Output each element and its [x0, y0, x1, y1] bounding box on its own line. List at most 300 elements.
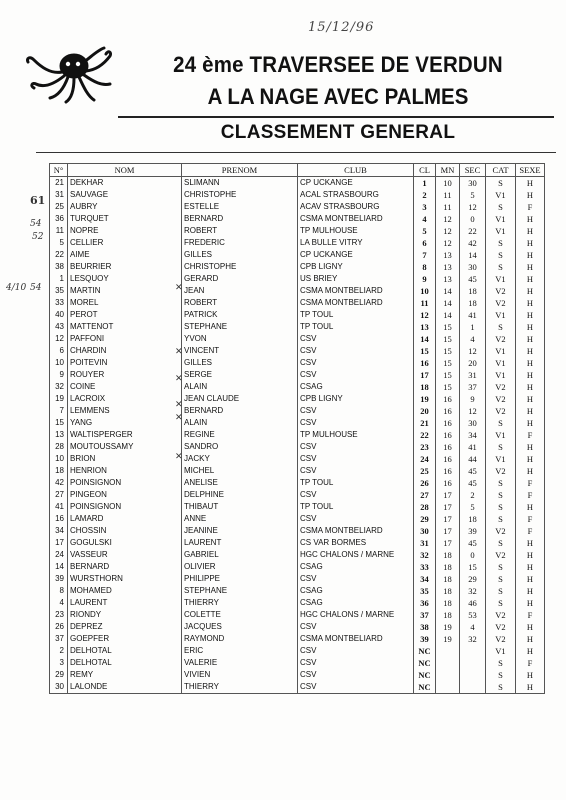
cell-nom: REMY — [68, 669, 182, 681]
cell-cat: V1 — [486, 357, 516, 369]
table-row — [50, 237, 545, 249]
cell-sexe: H — [516, 393, 545, 405]
cell-n: 16 — [50, 513, 68, 525]
cell-cat: S — [486, 561, 516, 573]
cell-n: 26 — [50, 621, 68, 633]
cell-sexe: F — [516, 657, 545, 669]
cell-cat: V2 — [486, 525, 516, 537]
cell-nom: DELHOTAL — [68, 645, 182, 657]
cell-sexe: H — [516, 273, 545, 285]
cell-prenom: RAYMOND — [182, 633, 298, 645]
cell-prenom: VIVIEN — [182, 669, 298, 681]
cell-nom: DEKHAR — [68, 177, 182, 190]
cell-cl: 36 — [414, 597, 436, 609]
cell-sec: 12 — [460, 345, 486, 357]
cell-mn: 16 — [436, 453, 460, 465]
cell-nom: WALTISPERGER — [68, 429, 182, 441]
cell-mn: 14 — [436, 309, 460, 321]
cell-sexe: H — [516, 441, 545, 453]
cell-prenom: OLIVIER — [182, 561, 298, 573]
cell-cl: 8 — [414, 261, 436, 273]
cell-mn: 18 — [436, 549, 460, 561]
cell-cat: V1 — [486, 189, 516, 201]
cell-club: CSAG — [298, 561, 414, 573]
table-row — [50, 285, 545, 297]
cell-cat: V2 — [486, 621, 516, 633]
cell-sexe: H — [516, 249, 545, 261]
check-mark-poitevin: ✕ — [175, 374, 183, 384]
cell-prenom: COLETTE — [182, 609, 298, 621]
table-row — [50, 297, 545, 309]
table-row — [50, 465, 545, 477]
cell-cl: 38 — [414, 621, 436, 633]
cell-sexe: H — [516, 297, 545, 309]
cell-sexe: H — [516, 333, 545, 345]
cell-mn: 16 — [436, 465, 460, 477]
cell-prenom: ESTELLE — [182, 201, 298, 213]
cell-n: 37 — [50, 633, 68, 645]
cell-nom: MOHAMED — [68, 585, 182, 597]
cell-sec: 1 — [460, 321, 486, 333]
cell-n: 13 — [50, 429, 68, 441]
cell-sexe: H — [516, 237, 545, 249]
cell-sec: 0 — [460, 549, 486, 561]
table-row — [50, 597, 545, 609]
cell-nom: PAFFONI — [68, 333, 182, 345]
cell-prenom: JEAN CLAUDE — [182, 393, 298, 405]
cell-cl: 14 — [414, 333, 436, 345]
check-mark-paffoni: ✕ — [175, 347, 183, 357]
margin-note-sauvage: 61 — [30, 194, 46, 207]
cell-club: CSV — [298, 369, 414, 381]
cell-sec: 2 — [460, 489, 486, 501]
col-header-cl: CL — [414, 164, 436, 177]
cell-sexe: H — [516, 669, 545, 681]
cell-cl: 5 — [414, 225, 436, 237]
cell-mn: 11 — [436, 201, 460, 213]
subtitle: CLASSEMENT GENERAL — [220, 122, 456, 143]
cell-prenom: MICHEL — [182, 465, 298, 477]
cell-mn: 12 — [436, 225, 460, 237]
margin-note-lesquoy-a: 4/10 — [6, 283, 27, 293]
cell-prenom: PATRICK — [182, 309, 298, 321]
cell-sexe: H — [516, 597, 545, 609]
cell-sec: 0 — [460, 213, 486, 225]
cell-sexe: H — [516, 345, 545, 357]
cell-club: CPB LIGNY — [298, 393, 414, 405]
cell-cl: 34 — [414, 573, 436, 585]
handwritten-date: 15/12/96 — [308, 20, 375, 35]
cell-prenom: REGINE — [182, 429, 298, 441]
margin-note-turquet: 54 — [30, 219, 42, 229]
cell-mn: 18 — [436, 597, 460, 609]
cell-cat: S — [486, 417, 516, 429]
cell-mn: 11 — [436, 189, 460, 201]
cell-prenom: GABRIEL — [182, 549, 298, 561]
cell-club: HGC CHALONS / MARNE — [298, 549, 414, 561]
table-row — [50, 321, 545, 333]
table-row — [50, 333, 545, 345]
cell-n: 14 — [50, 561, 68, 573]
cell-prenom: SLIMANN — [182, 177, 298, 190]
table-row — [50, 189, 545, 201]
cell-sec: 30 — [460, 177, 486, 190]
cell-n: 8 — [50, 585, 68, 597]
header-row — [50, 164, 545, 177]
cell-mn — [436, 657, 460, 669]
cell-mn: 17 — [436, 501, 460, 513]
cell-n: 7 — [50, 405, 68, 417]
cell-cl: 16 — [414, 357, 436, 369]
cell-prenom: JEANINE — [182, 525, 298, 537]
cell-cl: 30 — [414, 525, 436, 537]
cell-prenom: THIERRY — [182, 681, 298, 694]
cell-nom: PEROT — [68, 309, 182, 321]
cell-n: 17 — [50, 537, 68, 549]
cell-cl: 39 — [414, 633, 436, 645]
table-row — [50, 357, 545, 369]
cell-nom: POINSIGNON — [68, 501, 182, 513]
cell-nom: BERNARD — [68, 561, 182, 573]
cell-club: TP TOUL — [298, 477, 414, 489]
cell-cat: S — [486, 585, 516, 597]
cell-club: CSV — [298, 513, 414, 525]
cell-cl: 32 — [414, 549, 436, 561]
cell-mn — [436, 669, 460, 681]
cell-club: CSV — [298, 489, 414, 501]
cell-n: 38 — [50, 261, 68, 273]
table-row — [50, 477, 545, 489]
cell-nom: POITEVIN — [68, 357, 182, 369]
table-row — [50, 549, 545, 561]
cell-prenom: ALAIN — [182, 381, 298, 393]
cell-cl: 24 — [414, 453, 436, 465]
cell-nom: VASSEUR — [68, 549, 182, 561]
cell-club: CSV — [298, 681, 414, 694]
cell-sexe: H — [516, 573, 545, 585]
cell-cat: S — [486, 249, 516, 261]
cell-sexe: H — [516, 537, 545, 549]
cell-sexe: H — [516, 549, 545, 561]
cell-club: CSV — [298, 405, 414, 417]
cell-mn: 15 — [436, 369, 460, 381]
cell-n: 11 — [50, 225, 68, 237]
cell-cl: 9 — [414, 273, 436, 285]
cell-sexe: F — [516, 489, 545, 501]
table-row — [50, 417, 545, 429]
cell-club: CSV — [298, 645, 414, 657]
cell-sec: 53 — [460, 609, 486, 621]
cell-nom: LEMMENS — [68, 405, 182, 417]
cell-sec: 45 — [460, 537, 486, 549]
table-row — [50, 657, 545, 669]
cell-sexe: H — [516, 261, 545, 273]
cell-nom: PINGEON — [68, 489, 182, 501]
cell-cl: 28 — [414, 501, 436, 513]
cell-sec: 32 — [460, 585, 486, 597]
cell-sec: 18 — [460, 297, 486, 309]
cell-cat: V1 — [486, 429, 516, 441]
cell-cat: S — [486, 489, 516, 501]
table-row — [50, 429, 545, 441]
cell-cl: 35 — [414, 585, 436, 597]
cell-sexe: H — [516, 501, 545, 513]
cell-cat: V1 — [486, 273, 516, 285]
check-mark-coine: ✕ — [175, 400, 183, 410]
cell-mn: 12 — [436, 237, 460, 249]
cell-cat: V1 — [486, 225, 516, 237]
cell-cl: NC — [414, 669, 436, 681]
cell-sec: 5 — [460, 501, 486, 513]
cell-cat: V2 — [486, 633, 516, 645]
cell-mn: 18 — [436, 609, 460, 621]
table-row — [50, 201, 545, 213]
cell-sec: 9 — [460, 393, 486, 405]
cell-prenom: ALAIN — [182, 417, 298, 429]
cell-cat: S — [486, 597, 516, 609]
cell-mn: 16 — [436, 393, 460, 405]
table-row — [50, 501, 545, 513]
cell-cl: 25 — [414, 465, 436, 477]
cell-n: 28 — [50, 441, 68, 453]
cell-sexe: H — [516, 309, 545, 321]
cell-sexe: F — [516, 429, 545, 441]
cell-n: 2 — [50, 645, 68, 657]
cell-nom: MATTENOT — [68, 321, 182, 333]
cell-club: CSMA MONTBELIARD — [298, 633, 414, 645]
cell-cl: 15 — [414, 345, 436, 357]
table-row — [50, 621, 545, 633]
subtitle-rule — [36, 152, 556, 153]
cell-prenom: LAURENT — [182, 537, 298, 549]
cell-cat: V1 — [486, 453, 516, 465]
cell-cat: V2 — [486, 549, 516, 561]
results-body — [50, 177, 545, 694]
cell-n: 21 — [50, 177, 68, 190]
cell-n: 22 — [50, 249, 68, 261]
cell-n: 4 — [50, 597, 68, 609]
table-row — [50, 273, 545, 285]
cell-sec — [460, 645, 486, 657]
check-mark-waltisperger: ✕ — [175, 452, 183, 462]
cell-mn: 16 — [436, 405, 460, 417]
table-row — [50, 561, 545, 573]
cell-mn: 13 — [436, 249, 460, 261]
cell-prenom: JACQUES — [182, 621, 298, 633]
cell-club: CSV — [298, 333, 414, 345]
cell-prenom: CHRISTOPHE — [182, 261, 298, 273]
cell-mn — [436, 645, 460, 657]
cell-cl: 27 — [414, 489, 436, 501]
cell-cat: V1 — [486, 213, 516, 225]
cell-prenom: BERNARD — [182, 213, 298, 225]
cell-mn: 12 — [436, 213, 460, 225]
cell-club: CS VAR BORMES — [298, 537, 414, 549]
cell-cl: 18 — [414, 381, 436, 393]
cell-club: CSV — [298, 465, 414, 477]
table-row — [50, 645, 545, 657]
cell-club: TP MULHOUSE — [298, 225, 414, 237]
cell-mn: 17 — [436, 489, 460, 501]
cell-mn: 14 — [436, 297, 460, 309]
cell-mn: 19 — [436, 633, 460, 645]
cell-nom: MOREL — [68, 297, 182, 309]
cell-club: CSAG — [298, 597, 414, 609]
cell-prenom: ERIC — [182, 645, 298, 657]
cell-club: US BRIEY — [298, 273, 414, 285]
cell-nom: ROUYER — [68, 369, 182, 381]
cell-club: CP UCKANGE — [298, 177, 414, 190]
cell-sexe: H — [516, 213, 545, 225]
cell-cl: 23 — [414, 441, 436, 453]
cell-cat: V2 — [486, 393, 516, 405]
cell-sec: 42 — [460, 237, 486, 249]
cell-cat: V2 — [486, 405, 516, 417]
cell-cat: S — [486, 441, 516, 453]
cell-prenom: THIBAUT — [182, 501, 298, 513]
cell-club: CSV — [298, 357, 414, 369]
col-header-n: N° — [50, 164, 68, 177]
cell-nom: BEURRIER — [68, 261, 182, 273]
cell-n: 6 — [50, 345, 68, 357]
cell-nom: CHARDIN — [68, 345, 182, 357]
cell-club: HGC CHALONS / MARNE — [298, 609, 414, 621]
cell-sec: 45 — [460, 465, 486, 477]
cell-n: 5 — [50, 237, 68, 249]
cell-mn: 18 — [436, 585, 460, 597]
cell-cl: 1 — [414, 177, 436, 190]
cell-club: CSV — [298, 453, 414, 465]
cell-nom: HENRION — [68, 465, 182, 477]
cell-sec: 12 — [460, 201, 486, 213]
cell-nom: AUBRY — [68, 201, 182, 213]
table-row — [50, 453, 545, 465]
cell-sec: 15 — [460, 561, 486, 573]
cell-n: 31 — [50, 189, 68, 201]
cell-prenom: ANNE — [182, 513, 298, 525]
cell-mn: 19 — [436, 621, 460, 633]
cell-sexe: H — [516, 225, 545, 237]
cell-sec — [460, 657, 486, 669]
cell-n: 10 — [50, 357, 68, 369]
cell-cat: V2 — [486, 465, 516, 477]
cell-nom: CHOSSIN — [68, 525, 182, 537]
cell-n: 24 — [50, 549, 68, 561]
cell-sec: 29 — [460, 573, 486, 585]
cell-n: 23 — [50, 609, 68, 621]
cell-sexe: H — [516, 561, 545, 573]
table-row — [50, 537, 545, 549]
margin-note-lesquoy-b: 54 — [30, 283, 42, 293]
table-row — [50, 489, 545, 501]
cell-prenom: VALERIE — [182, 657, 298, 669]
col-header-club: CLUB — [298, 164, 414, 177]
cell-sexe: H — [516, 645, 545, 657]
cell-sexe: F — [516, 201, 545, 213]
cell-sexe: H — [516, 585, 545, 597]
cell-cl: 2 — [414, 189, 436, 201]
cell-n: 33 — [50, 297, 68, 309]
cell-sec: 4 — [460, 333, 486, 345]
cell-n: 9 — [50, 369, 68, 381]
cell-club: CSMA MONTBELIARD — [298, 285, 414, 297]
cell-nom: LAMARD — [68, 513, 182, 525]
cell-prenom: GERARD — [182, 273, 298, 285]
cell-cl: NC — [414, 645, 436, 657]
cell-cat: S — [486, 513, 516, 525]
col-header-prenom: PRENOM — [182, 164, 298, 177]
cell-cat: V1 — [486, 645, 516, 657]
cell-sec: 22 — [460, 225, 486, 237]
cell-club: CSV — [298, 441, 414, 453]
cell-prenom: STEPHANE — [182, 585, 298, 597]
cell-prenom: VINCENT — [182, 345, 298, 357]
cell-nom: YANG — [68, 417, 182, 429]
cell-mn: 17 — [436, 513, 460, 525]
cell-sexe: H — [516, 681, 545, 694]
table-row — [50, 369, 545, 381]
cell-cat: S — [486, 573, 516, 585]
cell-sec: 32 — [460, 633, 486, 645]
table-row — [50, 225, 545, 237]
cell-nom: BRION — [68, 453, 182, 465]
title-rule — [118, 116, 554, 118]
cell-cl: 11 — [414, 297, 436, 309]
cell-cl: 19 — [414, 393, 436, 405]
cell-prenom: STEPHANE — [182, 321, 298, 333]
title-line-2: A LA NAGE AVEC PALMES — [207, 84, 469, 109]
cell-sec: 4 — [460, 621, 486, 633]
cell-nom: NOPRE — [68, 225, 182, 237]
table-row — [50, 609, 545, 621]
cell-n: 15 — [50, 417, 68, 429]
col-header-sexe: SEXE — [516, 164, 545, 177]
cell-sec: 20 — [460, 357, 486, 369]
cell-sec: 44 — [460, 453, 486, 465]
cell-sec: 30 — [460, 261, 486, 273]
cell-sec: 18 — [460, 513, 486, 525]
cell-club: CSMA MONTBELIARD — [298, 525, 414, 537]
cell-n: 32 — [50, 381, 68, 393]
cell-prenom: CHRISTOPHE — [182, 189, 298, 201]
cell-nom: DELHOTAL — [68, 657, 182, 669]
table-row — [50, 213, 545, 225]
cell-mn: 14 — [436, 285, 460, 297]
cell-mn: 18 — [436, 561, 460, 573]
cell-mn: 13 — [436, 273, 460, 285]
cell-sec: 39 — [460, 525, 486, 537]
cell-club: CSV — [298, 573, 414, 585]
cell-n: 35 — [50, 285, 68, 297]
cell-cl: NC — [414, 681, 436, 694]
cell-nom: MARTIN — [68, 285, 182, 297]
cell-cat: S — [486, 477, 516, 489]
cell-sec: 34 — [460, 429, 486, 441]
cell-cat: S — [486, 201, 516, 213]
cell-cl: 33 — [414, 561, 436, 573]
cell-sexe: H — [516, 189, 545, 201]
cell-prenom: DELPHINE — [182, 489, 298, 501]
cell-mn: 16 — [436, 417, 460, 429]
table-row — [50, 345, 545, 357]
cell-cat: S — [486, 177, 516, 190]
col-header-sec: SEC — [460, 164, 486, 177]
cell-club: LA BULLE VITRY — [298, 237, 414, 249]
cell-sec: 5 — [460, 189, 486, 201]
cell-nom: DEPREZ — [68, 621, 182, 633]
cell-prenom: GILLES — [182, 357, 298, 369]
cell-nom: AIME — [68, 249, 182, 261]
